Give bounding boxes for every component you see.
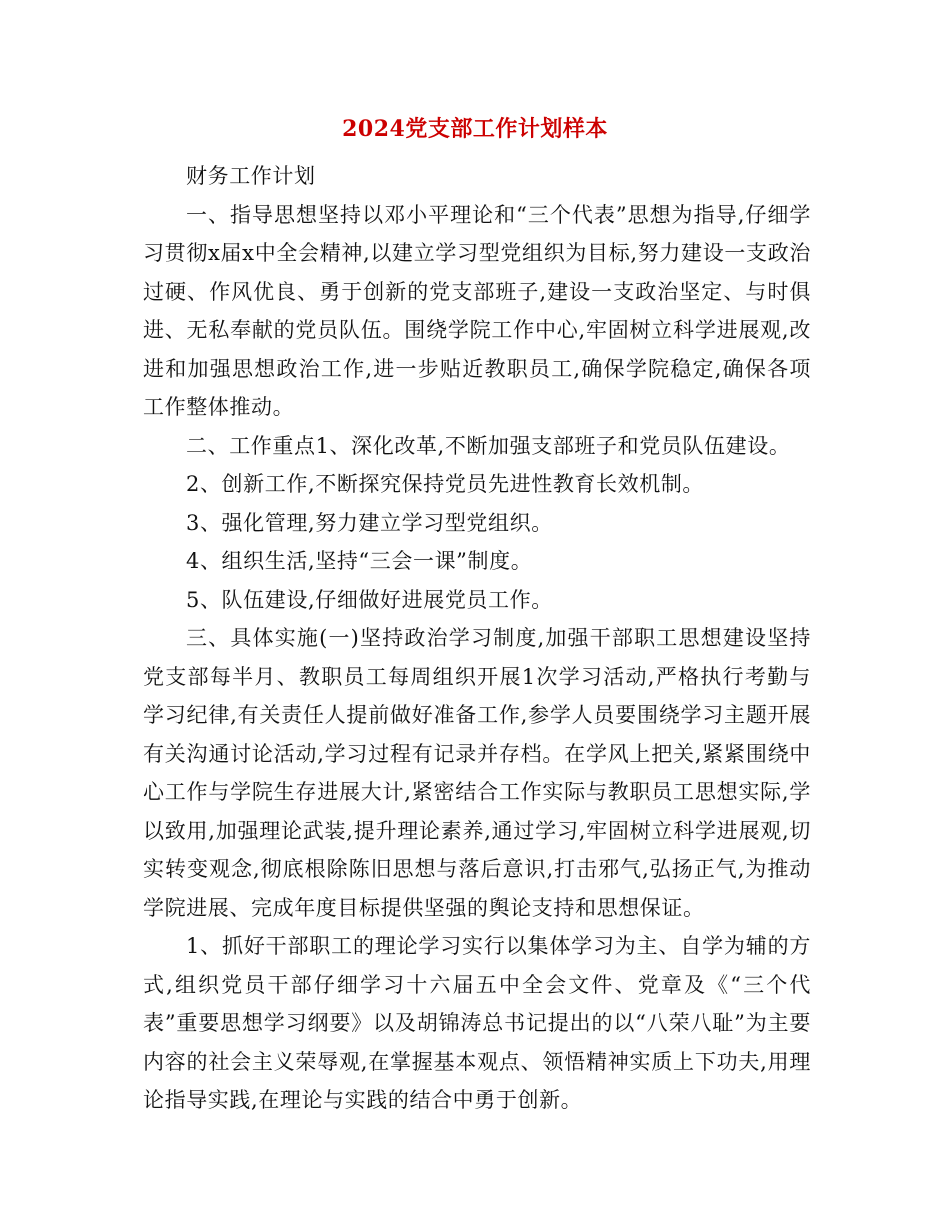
paragraph-work-focus-3: 3、强化管理,努力建立学习型党组织。 — [186, 510, 553, 535]
paragraph-work-focus-5: 5、队伍建设,仔细做好进展党员工作。 — [186, 587, 553, 612]
paragraph-work-focus-4: 4、组织生活,坚持“三会一课”制度。 — [186, 549, 533, 573]
paragraph-work-focus-1: 二、工作重点1、深化改革,不断加强支部班子和党员队伍建设。 — [186, 433, 791, 458]
paragraph-guiding-ideology: 一、指导思想坚持以邓小平理论和“三个代表”思想为指导,仔细学习贯彻x届x中全会精神,以建立学习型党组织为目标,努力建设一支政治过硬、作风优良、勇于创新的党支部班子,建设一支政治坚定、与时俱进、无私奉献的党员队伍。围绕学院工作中心,牢固树立科学进展观,改进和加强思想政治工作,进一步贴近教职员工,确保学院稳定,确保各项工作整体推动。 — [143, 202, 811, 419]
paragraph-work-focus-2: 2、创新工作,不断探究保持党员先进性教育长效机制。 — [186, 472, 705, 496]
document-body — [143, 157, 811, 1120]
paragraph-implementation: 三、具体实施(一)坚持政治学习制度,加强干部职工思想建设坚持党支部每半月、教职员工每周组织开展1次学习活动,严格执行考勤与学习纪律,有关责任人提前做好准备工作,参学人员要围绕学习主题开展有关沟通讨论活动,学习过程有记录并存档。在学风上把关,紧紧围绕中心工作与学院生存进展大计,紧密结合工作实际与教职员工思想实际,学以致用,加强理论武装,提升理论素养,通过学习,牢固树立科学进展观,切实转变观念,彻底根除陈旧思想与落后意识,打击邪气,弘扬正气,为推动学院进展、完成年度目标提供坚强的舆论支持和思想保证。 — [143, 626, 811, 920]
paragraph-theory-study: 1、抓好干部职工的理论学习实行以集体学习为主、自学为辅的方式,组织党员干部仔细学习十六届五中全会文件、党章及《“三个代表”重要思想学习纲要》以及胡锦涛总书记提出的以“八荣八耻”为主要内容的社会主义荣辱观,在掌握基本观点、领悟精神实质上下功夫,用理论指导实践,在理论与实践的结合中勇于创新。 — [143, 934, 811, 1112]
document-title: 2024党支部工作计划样本 — [342, 116, 608, 142]
section-heading: 财务工作计划 — [186, 164, 316, 188]
